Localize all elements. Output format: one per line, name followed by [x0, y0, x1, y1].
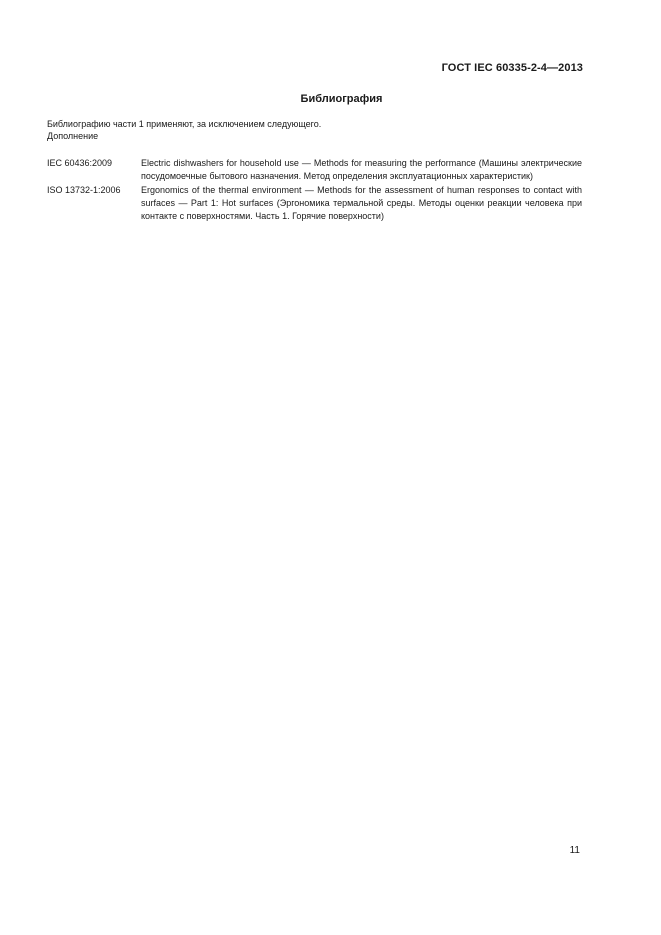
reference-text: Electric dishwashers for household use — Methods for measuring the performance (Машины электрические посудомоечные бытового назначения. Метод определения эксплуатационных характеристик) [141, 158, 582, 181]
reference-code: IEC 60436:2009 [47, 158, 113, 168]
reference-text: Ergonomics of the thermal environment — Methods for the assessment of human responses to contact with surfaces — Part 1: Hot surfaces (Эргономика термальной среды. Методы оценки реакции человека при контакте с поверхностями. Часть 1. Горячие поверхности) [141, 185, 582, 221]
intro-line: Библиографию части 1 применяют, за исключением следующего. [47, 119, 322, 129]
reference-item [47, 157, 582, 183]
reference-item [47, 184, 582, 223]
reference-list [47, 157, 582, 224]
intro-text [47, 118, 321, 142]
page-number: 11 [569, 845, 580, 856]
section-title: Библиография [300, 93, 383, 105]
reference-code: ISO 13732-1:2006 [47, 185, 121, 195]
intro-line: Дополнение [47, 131, 99, 141]
document-code: ГОСТ IEC 60335-2-4—2013 [441, 62, 583, 74]
